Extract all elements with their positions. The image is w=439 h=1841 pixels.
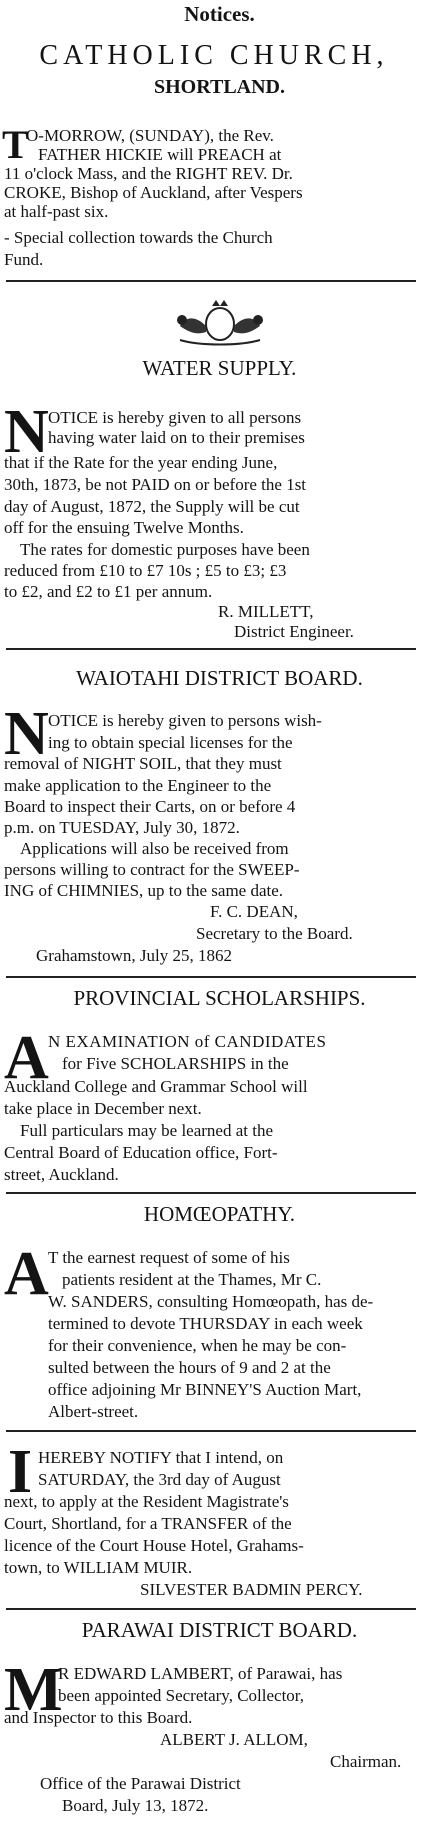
catholic-line-6: - Special collection towards the Church — [4, 228, 273, 247]
catholic-line-1: O-MORROW, (SUNDAY), the Rev. — [26, 126, 274, 145]
water-title: WATER SUPPLY. — [142, 356, 297, 380]
water-line-1: OTICE is hereby given to all persons — [48, 408, 302, 427]
waiotahi-line-7: Applications will also be received from — [20, 839, 289, 858]
scholarships-line-1: N EXAMINATION of CANDIDATES — [48, 1032, 327, 1051]
waiotahi-signature-title: Secretary to the Board. — [196, 924, 353, 943]
scholarships-line-3: Auckland College and Grammar School will — [4, 1077, 308, 1096]
waiotahi-line-9: ING of CHIMNIES, up to the same date. — [4, 881, 284, 900]
divider — [6, 648, 416, 650]
water-line-8: reduced from £10 to £7 10s ; £5 to £3; £3 — [4, 561, 287, 580]
homoeopathy-line-5: for their convenience, when he may be con- — [48, 1336, 347, 1355]
parawai-line-3: and Inspector to this Board. — [4, 1708, 193, 1727]
divider — [6, 280, 416, 282]
homoeopathy-drop-cap: A — [4, 1240, 49, 1308]
water-line-6: off for the ensuing Twelve Months. — [4, 518, 244, 537]
notify-line-3: next, to apply at the Resident Magistrate's — [4, 1492, 289, 1511]
notify-line-1: HEREBY NOTIFY that I intend, on — [38, 1448, 284, 1467]
catholic-subtitle: SHORTLAND. — [154, 76, 285, 98]
water-drop-cap: N — [4, 398, 49, 466]
water-line-7: The rates for domestic purposes have been — [20, 540, 310, 559]
parawai-line-1: R EDWARD LAMBERT, of Parawai, has — [58, 1664, 343, 1683]
waiotahi-place-date: Grahamstown, July 25, 1862 — [36, 946, 232, 965]
divider — [6, 1608, 416, 1610]
waiotahi-line-5: Board to inspect their Carts, on or before 4 — [4, 797, 296, 816]
parawai-office-line-1: Office of the Parawai District — [40, 1774, 241, 1793]
notices-header: Notices. — [184, 2, 255, 26]
homoeopathy-line-6: sulted between the hours of 9 and 2 at the — [48, 1358, 331, 1377]
scholarships-line-4: take place in December next. — [4, 1099, 202, 1118]
notify-line-2: SATURDAY, the 3rd day of August — [38, 1470, 281, 1489]
divider — [6, 1430, 416, 1432]
notify-line-6: town, to WILLIAM MUIR. — [4, 1558, 193, 1577]
scholarships-line-6: Central Board of Education office, Fort- — [4, 1143, 278, 1162]
homoeopathy-title: HOMŒOPATHY. — [143, 1202, 296, 1226]
water-line-5: day of August, 1872, the Supply will be cut — [4, 497, 300, 516]
notify-line-4: Court, Shortland, for a TRANSFER of the — [4, 1514, 292, 1533]
homoeopathy-line-3: W. SANDERS, consulting Homœopath, has de- — [48, 1292, 374, 1311]
water-line-3: that if the Rate for the year ending June, — [4, 453, 278, 472]
homoeopathy-line-7: office adjoining Mr BINNEY'S Auction Mart, — [48, 1380, 362, 1399]
water-line-2: having water laid on to their premises — [48, 428, 305, 447]
waiotahi-signature: F. C. DEAN, — [210, 902, 298, 921]
notify-signature: SILVESTER BADMIN PERCY. — [140, 1580, 363, 1599]
catholic-line-3: 11 o'clock Mass, and the RIGHT REV. Dr. — [4, 164, 293, 183]
homoeopathy-line-8: Albert-street. — [48, 1402, 139, 1421]
catholic-line-2: FATHER HICKIE will PREACH at — [38, 145, 282, 164]
divider — [6, 1192, 416, 1194]
parawai-drop-cap: M — [4, 1656, 63, 1724]
waiotahi-line-8: persons willing to contract for the SWEEP- — [4, 860, 300, 879]
catholic-title: CATHOLIC CHURCH, — [39, 40, 389, 71]
scholarships-title: PROVINCIAL SCHOLARSHIPS. — [73, 986, 366, 1010]
water-signature: R. MILLETT, — [218, 602, 314, 621]
waiotahi-line-4: make application to the Engineer to the — [4, 776, 272, 795]
scholarships-line-5: Full particulars may be learned at the — [20, 1121, 274, 1140]
royal-crest-emblem — [160, 296, 280, 346]
notify-drop-cap: I — [8, 1438, 33, 1506]
homoeopathy-line-4: termined to devote THURSDAY in each week — [48, 1314, 363, 1333]
homoeopathy-line-1: T the earnest request of some of his — [48, 1248, 290, 1267]
waiotahi-line-1: OTICE is hereby given to persons wish- — [48, 711, 322, 730]
parawai-office-line-2: Board, July 13, 1872. — [62, 1796, 209, 1815]
waiotahi-line-3: removal of NIGHT SOIL, that they must — [4, 754, 282, 773]
parawai-line-2: been appointed Secretary, Collector, — [58, 1686, 305, 1705]
scholarships-line-7: street, Auckland. — [4, 1165, 119, 1184]
waiotahi-drop-cap: N — [4, 700, 49, 768]
catholic-line-7: Fund. — [4, 250, 44, 269]
water-line-4: 30th, 1873, be not PAID on or before the 1st — [4, 475, 307, 494]
homoeopathy-line-2: patients resident at the Thames, Mr C. — [62, 1270, 322, 1289]
waiotahi-title: WAIOTAHI DISTRICT BOARD. — [76, 666, 363, 690]
catholic-drop-cap: T — [2, 122, 29, 167]
waiotahi-line-6: p.m. on TUESDAY, July 30, 1872. — [4, 818, 240, 837]
scholarships-drop-cap: A — [4, 1024, 49, 1092]
water-line-9: to £2, and £2 to £1 per annum. — [4, 582, 213, 601]
parawai-signature-title: Chairman. — [330, 1752, 402, 1771]
catholic-line-4: CROKE, Bishop of Auckland, after Vespers — [4, 183, 303, 202]
catholic-line-5: at half-past six. — [4, 202, 109, 221]
parawai-signature: ALBERT J. ALLOM, — [160, 1730, 308, 1749]
divider — [6, 976, 416, 978]
parawai-title: PARAWAI DISTRICT BOARD. — [81, 1618, 358, 1642]
waiotahi-line-2: ing to obtain special licenses for the — [48, 733, 293, 752]
scholarships-line-2: for Five SCHOLARSHIPS in the — [62, 1054, 289, 1073]
water-signature-title: District Engineer. — [234, 622, 354, 641]
notify-line-5: licence of the Court House Hotel, Grahams- — [4, 1536, 304, 1555]
